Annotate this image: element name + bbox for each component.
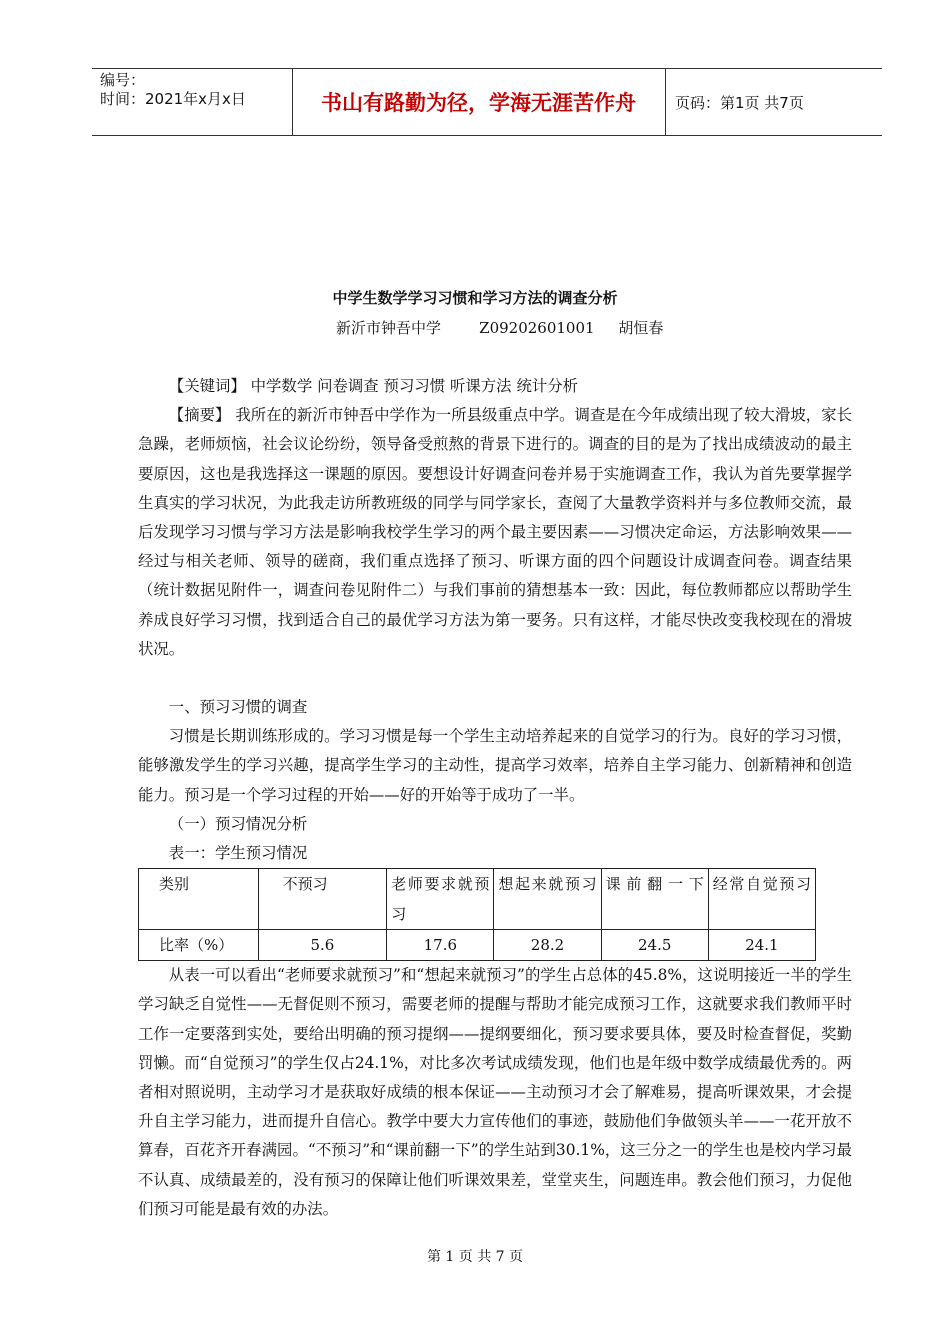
table-header-cell: 不预习	[258, 869, 387, 930]
table-header-cell: 想起来就预习	[494, 869, 601, 930]
header-divider	[665, 69, 666, 135]
table-cell: 24.1	[708, 930, 815, 961]
table-cell: 28.2	[494, 930, 601, 961]
document-body	[138, 372, 852, 1224]
table-header-row	[139, 869, 816, 930]
page-footer: 第 1 页 共 7 页	[426, 1249, 524, 1265]
table-cell: 5.6	[258, 930, 387, 961]
analysis-paragraph: 从表一可以看出“老师要求就预习”和“想起来就预习”的学生占总体的45.8%，这说明接近一半的学生学习缺乏自觉性——无督促则不预习，需要老师的提醒与帮助才能完成预习工作，这就要求我们教师平时工作一定要落到实处，要给出明确的预习提纲——提纲要细化，预习要求要具体，要及时检查督促，奖勤罚懒。而“自觉预习”的学生仅占24.1%，对比多次考试成绩发现，他们也是年级中数学成绩最优秀的。两者相对照说明，主动学习才是获取好成绩的根本保证——主动预习才会了解难易，提高听课效果，才会提升自主学习能力，进而提升自信心。教学中要大力宣传他们的事迹，鼓励他们争做领头羊——一花开放不算春，百花齐开春满园。“不预习”和“课前翻一下”的学生站到30.1%，这三分之一的学生也是校内学习最不认真、成绩最差的，没有预习的保障让他们听课效果差，堂堂夹生，问题连串。教会他们预习，力促他们预习可能是最有效的办法。	[138, 966, 852, 1218]
number-label: 编号：	[100, 71, 146, 89]
table-cell: 17.6	[387, 930, 494, 961]
table-header-cell: 经常自觉预习	[708, 869, 815, 930]
table-header-cell: 课前翻一下	[601, 869, 708, 930]
author-byline: 新沂市钟吾中学 Z09202601001 胡恒春	[336, 319, 664, 337]
section-paragraph: 习惯是长期训练形成的。学习习惯是每一个学生主动培养起来的自觉学习的行为。良好的学习习惯，能够激发学生的学习兴趣，提高学生学习的主动性，提高学习效率，培养自主学习能力、创新精神和创造能力。预习是一个学习过程的开始——好的开始等于成功了一半。	[138, 727, 852, 804]
table-caption: 表一：学生预习情况	[168, 844, 308, 863]
section-heading: 一、预习习惯的调查	[168, 698, 308, 717]
header-page-info: 页码：第1页 共7页	[675, 93, 804, 112]
page-header	[92, 68, 882, 136]
abstract: 【摘要】 我所在的新沂市钟吾中学作为一所县级重点中学。调查是在今年成绩出现了较大滑坡，家长急躁，老师烦恼，社会议论纷纷，领导备受煎熬的背景下进行的。调查的目的是为了找出成绩波动的最主要原因，这也是我选择这一课题的原因。要想设计好调查问卷并易于实施调查工作，我认为首先要掌握学生真实的学习状况，为此我走访所教班级的同学与同学家长，查阅了大量教学资料并与多位教师交流，最后发现学习习惯与学习方法是影响我校学生学习的两个最主要因素——习惯决定命运，方法影响效果——经过与相关老师、领导的磋商，我们重点选择了预习、听课方面的四个问题设计成调查问卷。调查结果（统计数据见附件一，调查问卷见附件二）与我们事前的猜想基本一致：因此，每位教师都应以帮助学生养成良好学习习惯，找到适合自己的最优学习方法为第一要务。只有这样，才能尽快改变我校现在的滑坡状况。	[138, 406, 852, 658]
header-motto: 书山有路勤为径，学海无涯苦作舟	[321, 91, 636, 115]
table-cell: 24.5	[601, 930, 708, 961]
table-row	[139, 930, 816, 961]
header-meta	[100, 71, 246, 109]
table-header-cell: 老师要求就预习	[387, 869, 494, 930]
table-header-cell: 类别	[139, 869, 259, 930]
time-label: 时间：2021年x月x日	[100, 90, 246, 108]
document-title: 中学生数学学习习惯和学习方法的调查分析	[332, 289, 618, 307]
keywords: 【关键词】 中学数学 问卷调查 预习习惯 听课方法 统计分析	[168, 377, 579, 395]
subsection-heading: （一）预习情况分析	[168, 814, 308, 833]
table-row-label: 比率（%）	[139, 930, 259, 961]
preview-table	[138, 868, 816, 961]
